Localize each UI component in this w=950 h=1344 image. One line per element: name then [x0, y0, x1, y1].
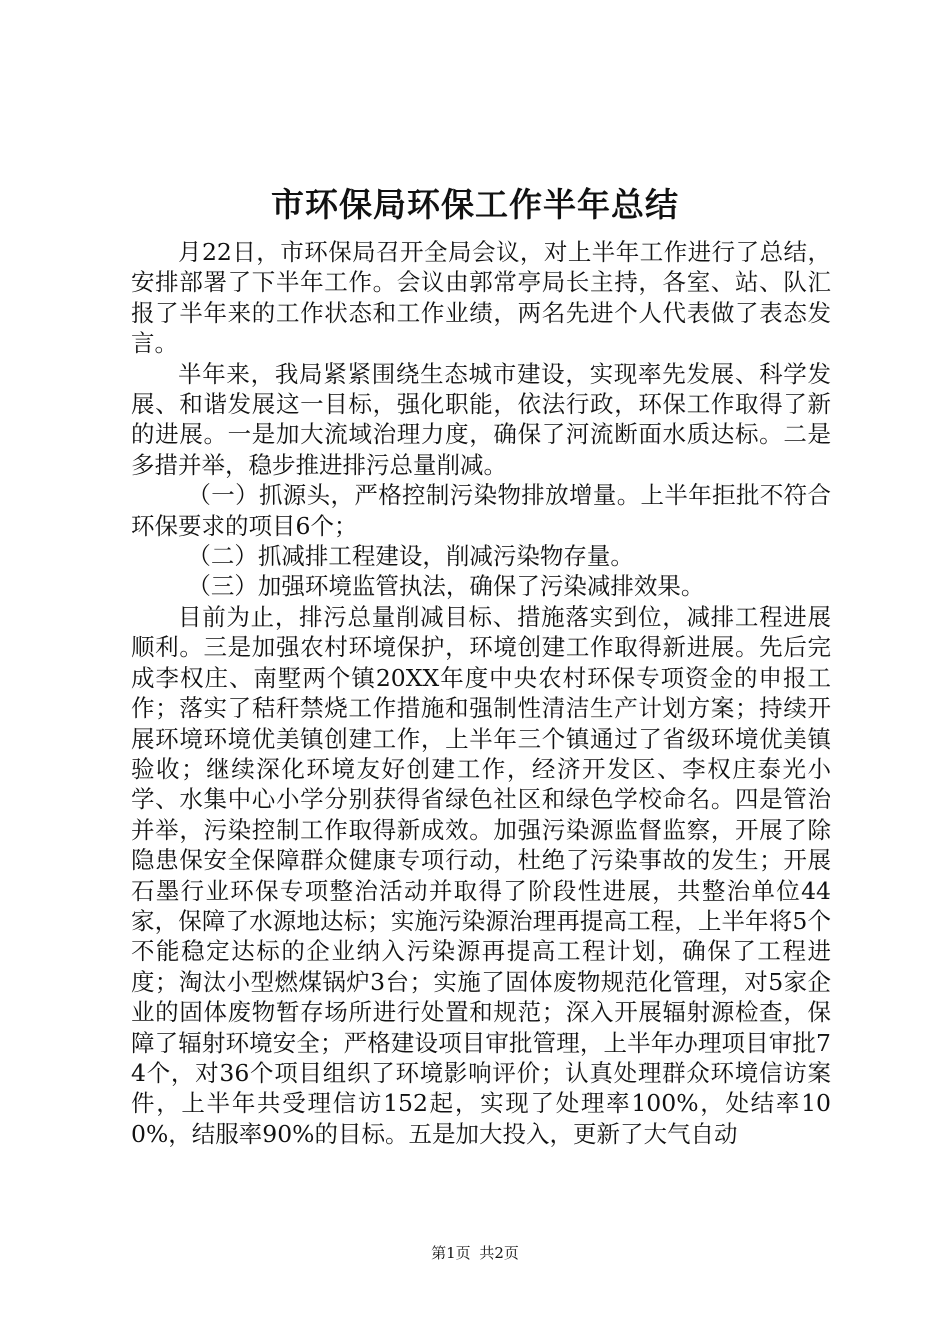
page-number-current: 第1页	[431, 1244, 471, 1262]
paragraph-progress: 目前为止，排污总量削减目标、措施落实到位，减排工程进展顺利。三是加强农村环境保护，环境创建工作取得新进展。先后完成李权庄、南墅两个镇20XX年度中央农村环保专项资金的申报工作；落实了秸秆禁烧工作措施和强制性清洁生产计划方案；持续开展环境环境优美镇创建工作，上半年三个镇通过了省级环境优美镇验收；继续深化环境友好创建工作，经济开发区、李权庄泰光小学、水集中心小学分别获得省绿色社区和绿色学校命名。四是管治并举，污染控制工作取得新成效。加强污染源监督监察，开展了除隐患保安全保障群众健康专项行动，杜绝了污染事故的发生；开展石墨行业环保专项整治活动并取得了阶段性进展，共整治单位44家，保障了水源地达标；实施污染源治理再提高工程，上半年将5个不能稳定达标的企业纳入污染源再提高工程计划，确保了工程进度；淘汰小型燃煤锅炉3台；实施了固体废物规范化管理，对5家企业的固体废物暂存场所进行处置和规范；深入开展辐射源检查，保障了辐射环境安全；严格建设项目审批管理，上半年办理项目审批74个，对36个项目组织了环境影响评价；认真处理群众环境信访案件，上半年共受理信访152起，实现了处理率100%，处结率100%，结服率90%的目标。五是加大投入，更新了大气自动	[131, 602, 831, 1148]
document-title: 市环保局环保工作半年总结	[271, 185, 679, 224]
paragraph-item-3: （三）加强环境监管执法，确保了污染减排效果。	[187, 572, 705, 601]
document-body	[131, 237, 831, 1149]
paragraph-item-2: （二）抓减排工程建设，削减污染物存量。	[187, 542, 634, 571]
page-number-total: 共2页	[479, 1244, 519, 1262]
paragraph-item-1: （一）抓源头，严格控制污染物排放增量。上半年拒批不符合环保要求的项目6个；	[131, 481, 831, 540]
paragraph-overview: 半年来，我局紧紧围绕生态城市建设，实现率先发展、科学发展、和谐发展这一目标，强化职能，依法行政，环保工作取得了新的进展。一是加大流域治理力度，确保了河流断面水质达标。二是多措并举，稳步推进排污总量削减。	[131, 359, 831, 479]
paragraph-meeting: 月22日，市环保局召开全局会议，对上半年工作进行了总结，安排部署了下半年工作。会议由郭常亭局长主持，各室、站、队汇报了半年来的工作状态和工作业绩，两名先进个人代表做了表态发言。	[131, 238, 831, 358]
page-footer	[0, 1243, 950, 1263]
